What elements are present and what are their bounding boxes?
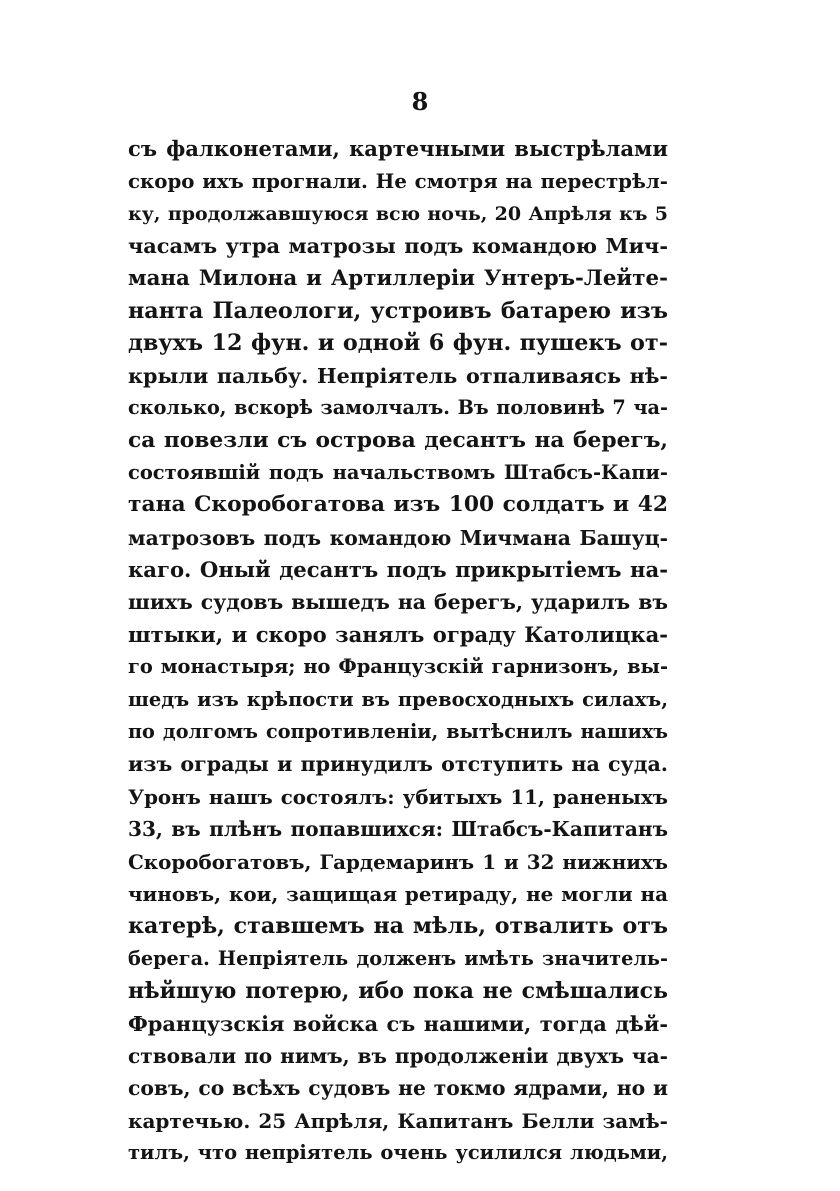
text-line: совъ, со всѣхъ судовъ не токмо ядрами, но и bbox=[128, 1076, 668, 1101]
text-line: тилъ, что непріятель очень усилился людьми, bbox=[128, 1141, 668, 1165]
text-line: скоро ихъ прогнали. Не смотря на перестрѣл- bbox=[128, 169, 668, 194]
text-line: Французскія войска съ нашими, тогда дѣй- bbox=[128, 1010, 668, 1036]
text-line: 33, въ плѣнъ попавшихся: Штабсъ-Капитанъ bbox=[128, 817, 668, 842]
text-line: крыли пальбу. Непріятель отпаливаясь нѣ- bbox=[128, 363, 668, 388]
text-line: ку, продолжавшуюся всю ночь, 20 Апрѣля къ 5 bbox=[128, 202, 668, 225]
text-line: по долгомъ сопротивленіи, вытѣснилъ нашихъ bbox=[128, 720, 668, 744]
text-line: ствовали по нимъ, въ продолженіи двухъ ча- bbox=[128, 1043, 668, 1068]
text-line: катерѣ, ставшемъ на мѣль, отвалить отъ bbox=[128, 913, 668, 940]
text-line: двухъ 12 фун. и одной 6 фун. пушекъ от- bbox=[128, 330, 668, 357]
text-line: сколько, вскорѣ замолчалъ. Въ половинѣ 7 ча- bbox=[128, 396, 668, 420]
text-line: тана Скоробогатова изъ 100 солдатъ и 42 bbox=[128, 492, 668, 518]
text-line: са повезли съ острова десантъ на берегъ, bbox=[128, 427, 668, 453]
text-line: шедъ изъ крѣпости въ превосходныхъ силахъ, bbox=[128, 687, 668, 711]
text-line: чиновъ, кои, защищая ретираду, не могли на bbox=[128, 881, 668, 906]
text-line: Скоробогатовъ, Гардемаринъ 1 и 32 нижнихъ bbox=[128, 849, 668, 874]
text-line: часамъ утра матрозы подъ командою Мич- bbox=[128, 233, 668, 259]
text-line: матрозовъ подъ командою Мичмана Башуц- bbox=[128, 525, 668, 550]
text-line: картечью. 25 Апрѣля, Капитанъ Белли замѣ- bbox=[128, 1108, 668, 1133]
text-line: каго. Оный десантъ подъ прикрытіемъ на- bbox=[128, 557, 668, 583]
body-text bbox=[128, 133, 668, 1170]
text-line: Уронъ нашъ состоялъ: убитыхъ 11, раненыхъ bbox=[128, 784, 668, 809]
text-line: шихъ судовъ вышедъ на берегъ, ударилъ въ bbox=[128, 590, 668, 615]
text-line: го монастыря; но Французскій гарнизонъ, вы- bbox=[128, 655, 668, 679]
text-line: штыки, и скоро занялъ ограду Католицка- bbox=[128, 621, 668, 647]
text-line: нѣйшую потерю, ибо пока не смѣшались bbox=[128, 978, 668, 1005]
text-line: берега. Непріятель долженъ имѣть значитель- bbox=[128, 946, 668, 970]
text-line: состоявшій подъ начальствомъ Штабсъ-Капи- bbox=[128, 460, 668, 484]
page-number: 8 bbox=[411, 87, 429, 116]
text-line: съ фалконетами, картечными выстрѣлами bbox=[128, 136, 668, 161]
text-line: изъ ограды и принудилъ отступить на суда. bbox=[128, 752, 668, 777]
text-line: мана Милона и Артиллеріи Унтеръ-Лейте- bbox=[128, 265, 668, 291]
text-line: нанта Палеологи, устроивъ батарею изъ bbox=[128, 297, 668, 324]
